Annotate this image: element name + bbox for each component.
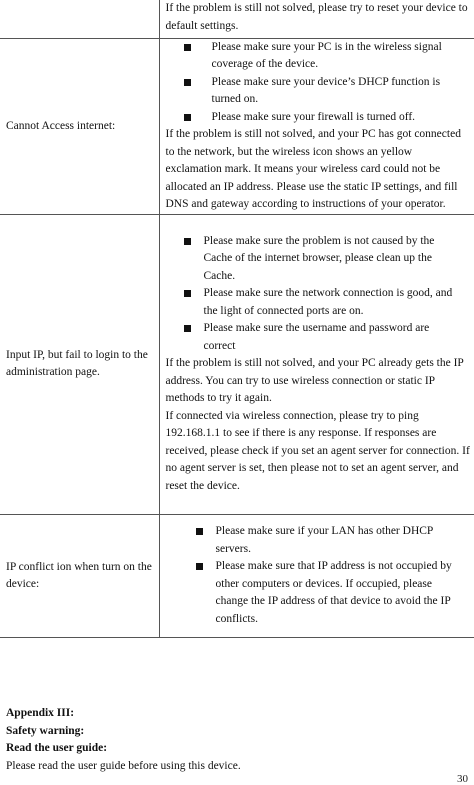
solution-cell — [159, 514, 474, 637]
list-item — [166, 558, 471, 628]
square-bullet-icon — [184, 79, 191, 86]
list-item — [166, 39, 471, 74]
square-bullet-icon — [184, 238, 191, 245]
list-item — [166, 109, 471, 127]
problem-cell: Cannot Access internet: — [0, 38, 159, 214]
solution-cell — [159, 0, 474, 38]
bullet-text: Please make sure the problem is not caused by the Cache of the internet browser, please clean up the Cache. — [203, 234, 435, 282]
square-bullet-icon — [184, 114, 191, 121]
bullet-list — [166, 39, 471, 127]
solution-paragraph: If connected via wireless connection, please try to ping 192.168.1.1 to see if there is any response. If responses are received, please check if you set an agent server for connection. If no agent server is set, then please not to set an agent server, and reset the device. — [165, 409, 470, 492]
problem-cell — [0, 0, 159, 38]
bullet-text: Please make sure the network connection is good, and the light of connected ports are on. — [203, 287, 453, 317]
solution-paragraph: If the problem is still not solved, and your PC already gets the IP address. You can try to use wireless connection or static IP methods to try it again. — [165, 357, 464, 405]
problem-cell: Input IP, but fail to login to the administration page. — [0, 214, 159, 514]
appendix-section — [6, 705, 466, 775]
square-bullet-icon — [184, 325, 191, 332]
bullet-text: Please make sure that IP address is not occupied by other computers or devices. If occupied, please change the IP address of that device to avoid the IP conflicts. — [215, 560, 452, 625]
guide-text: Please read the user guide before using this device. — [6, 759, 241, 772]
solution-paragraph: If the problem is still not solved, please try to reset your device to default settings. — [165, 2, 468, 32]
solution-paragraph: If the problem is still not solved, and your PC has got connected to the network, but the wireless icon shows an yellow exclamation mark. It means your wireless card could not be allocated an IP address. Please use the static IP settings, and fill DNS and gateway according to instructions of your operator. — [165, 128, 461, 210]
bullet-list — [166, 523, 471, 628]
guide-heading: Read the user guide: — [6, 742, 108, 754]
square-bullet-icon — [196, 563, 203, 570]
bullet-text: Please make sure your PC is in the wireless signal coverage of the device. — [211, 40, 442, 70]
list-item — [166, 285, 471, 320]
list-item — [166, 74, 471, 109]
appendix-heading: Appendix III: — [6, 707, 75, 719]
square-bullet-icon — [184, 290, 191, 297]
table-row — [0, 514, 474, 637]
safety-heading: Safety warning: — [6, 724, 85, 737]
bullet-text: Please make sure your device’s DHCP function is turned on. — [211, 75, 441, 105]
list-item — [166, 233, 471, 286]
bullet-list — [166, 233, 471, 356]
table-row — [0, 0, 474, 38]
table-row — [0, 38, 474, 214]
problem-cell: IP conflict ion when turn on the device: — [0, 514, 159, 637]
bullet-text: Please make sure your firewall is turned off. — [211, 110, 416, 123]
bullet-text: Please make sure the username and password are correct — [203, 322, 430, 352]
solution-cell — [159, 38, 474, 214]
list-item — [166, 523, 471, 558]
solution-cell — [159, 214, 474, 514]
square-bullet-icon — [184, 44, 191, 51]
square-bullet-icon — [196, 528, 203, 535]
bullet-text: Please make sure if your LAN has other DHCP servers. — [215, 525, 433, 555]
page-number: 30 — [457, 773, 468, 785]
list-item — [166, 320, 471, 355]
table-row — [0, 214, 474, 514]
